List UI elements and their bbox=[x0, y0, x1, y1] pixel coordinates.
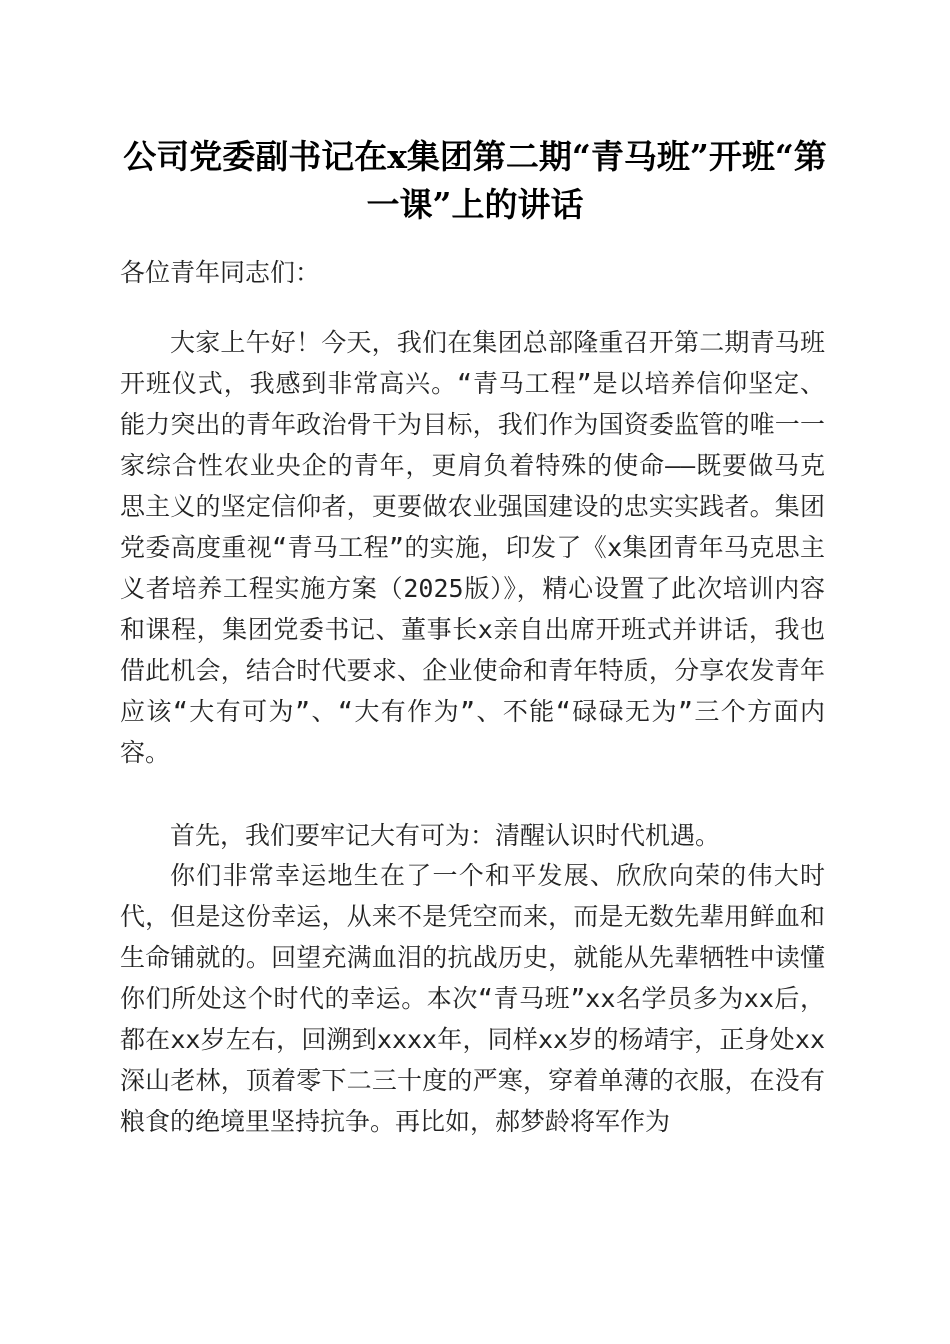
paragraph-2: 首先，我们要牢记大有可为：清醒认识时代机遇。 bbox=[170, 821, 721, 850]
document-title: 公司党委副书记在x集团第二期“青马班”开班“第一课”上的讲话 bbox=[123, 137, 827, 224]
paragraph-3: 你们非常幸运地生在了一个和平发展、欣欣向荣的伟大时代，但是这份幸运，从来不是凭空而来，而是无数先辈用鲜血和生命铺就的。回望充满血泪的抗战历史，就能从先辈牺牲中读懂你们所处这个时代的幸运。本次“青马班”xx名学员多为xx后，都在xx岁左右，回溯到xxxx年，同样xx岁的杨靖宇，正身处xx深山老林，顶着零下二三十度的严寒，穿着单薄的衣服，在没有粮食的绝境里坚持抗争。再比如，郝梦龄将军作为 bbox=[120, 861, 825, 1136]
paragraph-1: 大家上午好！今天，我们在集团总部隆重召开第二期青马班开班仪式，我感到非常高兴。“青马工程”是以培养信仰坚定、能力突出的青年政治骨干为目标，我们作为国资委监管的唯一一家综合性农业央企的青年，更肩负着特殊的使命——既要做马克思主义的坚定信仰者，更要做农业强国建设的忠实实践者。集团党委高度重视“青马工程”的实施，印发了《x集团青年马克思主义者培养工程实施方案（2025版）》，精心设置了此次培训内容和课程，集团党委书记、董事长x亲自出席开班式并讲话，我也借此机会，结合时代要求、企业使命和青年特质，分享农发青年应该“大有可为”、“大有作为”、不能“碌碌无为”三个方面内容。 bbox=[120, 328, 825, 767]
salutation: 各位青年同志们： bbox=[120, 258, 321, 287]
